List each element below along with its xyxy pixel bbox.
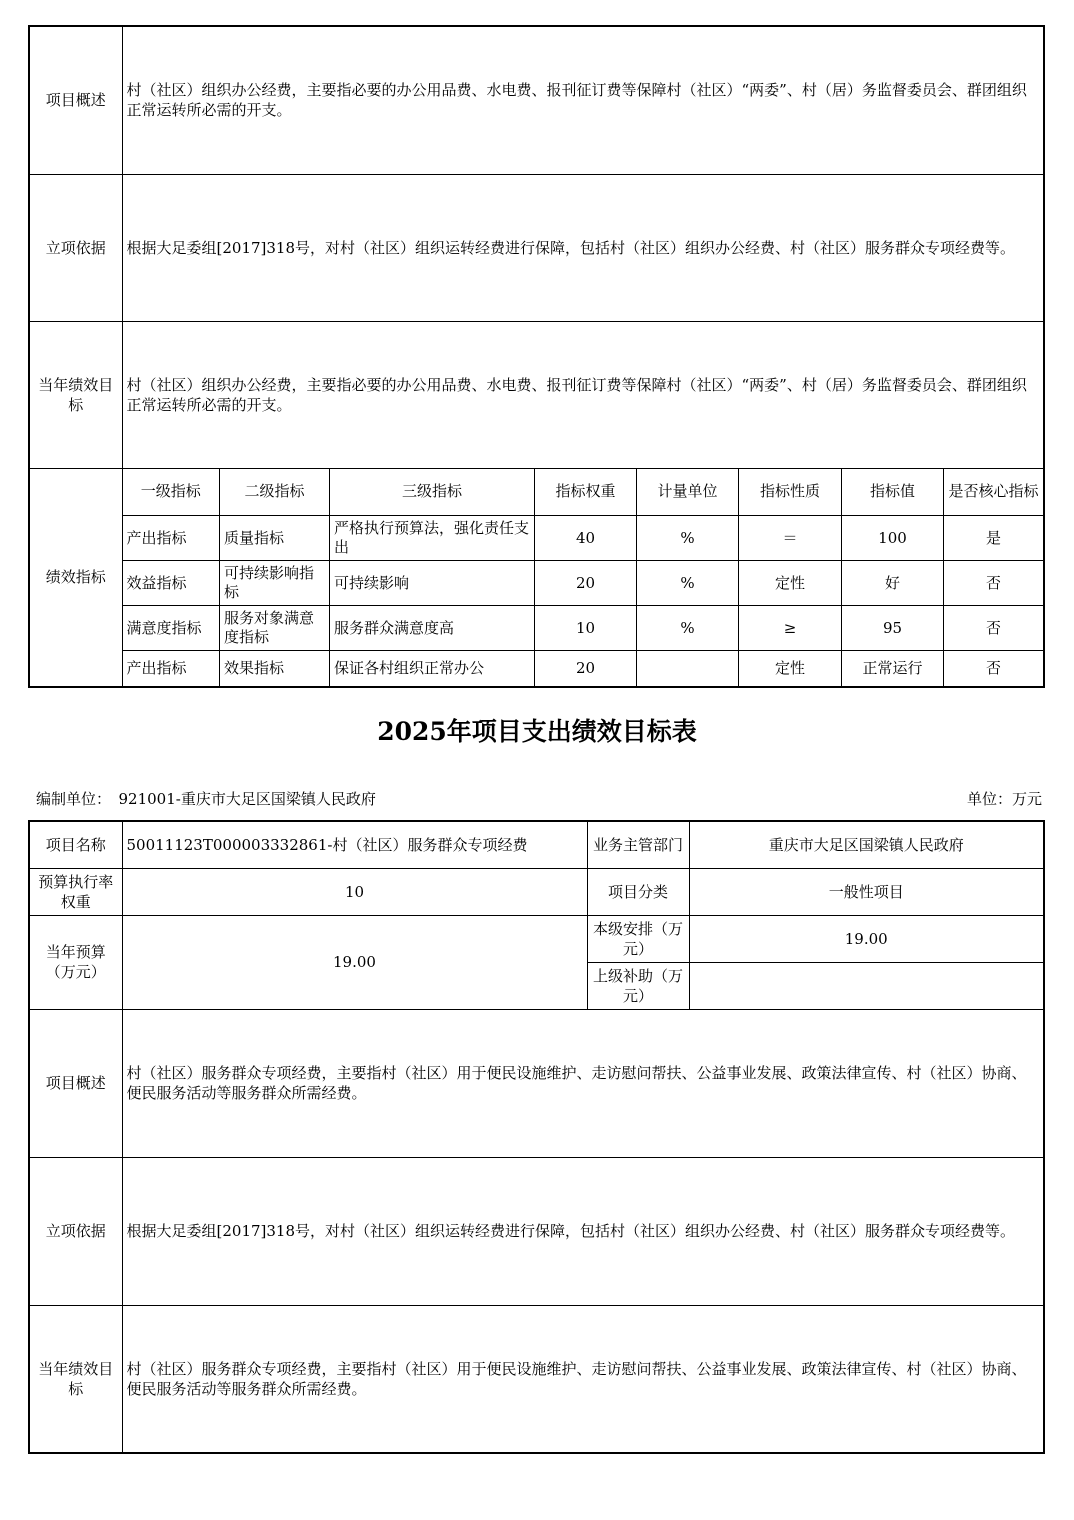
cell-value: 100 (842, 516, 944, 561)
category-label: 项目分类 (587, 868, 689, 915)
cell-core: 否 (944, 561, 1044, 606)
cell-unit (637, 651, 739, 686)
goal-label: 当年绩效目标 (29, 321, 122, 468)
department-label: 业务主管部门 (587, 821, 689, 868)
cell-level3: 严格执行预算法，强化责任支出 (330, 516, 535, 561)
header-nature: 指标性质 (739, 469, 842, 516)
execution-rate-label: 预算执行率权重 (29, 868, 122, 915)
project-table (28, 820, 1045, 1454)
upper-subsidy-label: 上级补助（万元） (587, 962, 689, 1009)
basis-label: 立项依据 (29, 1157, 122, 1305)
cell-core: 否 (944, 606, 1044, 651)
category-value: 一般性项目 (689, 868, 1044, 915)
basis-text: 根据大足委组[2017]318号，对村（社区）组织运转经费进行保障，包括村（社区）组织办公经费、村（社区）服务群众专项经费等。 (122, 174, 1044, 321)
cell-nature: ≥ (739, 606, 842, 651)
cell-nature: 定性 (739, 561, 842, 606)
department-value: 重庆市大足区国梁镇人民政府 (689, 821, 1044, 868)
cell-level1: 效益指标 (123, 561, 220, 606)
indicator-header-row (123, 469, 1044, 516)
goal-label: 当年绩效目标 (29, 1305, 122, 1453)
local-arrangement-value: 19.00 (689, 915, 1044, 962)
cell-unit: % (637, 606, 739, 651)
overview-label: 项目概述 (29, 1009, 122, 1157)
header-value: 指标值 (842, 469, 944, 516)
overview-text: 村（社区）服务群众专项经费，主要指村（社区）用于便民设施维护、走访慰问帮扶、公益事业发展、政策法律宣传、村（社区）协商、便民服务活动等服务群众所需经费。 (122, 1009, 1044, 1157)
cell-core: 否 (944, 651, 1044, 686)
cell-value: 好 (842, 561, 944, 606)
cell-unit: % (637, 516, 739, 561)
execution-rate-value: 10 (122, 868, 587, 915)
overview-text: 村（社区）组织办公经费，主要指必要的办公用品费、水电费、报刊征订费等保障村（社区）“两委”、村（居）务监督委员会、群团组织正常运转所必需的开支。 (122, 26, 1044, 174)
indicator-table-cell (122, 468, 1044, 687)
cell-nature: ＝ (739, 516, 842, 561)
cell-value: 95 (842, 606, 944, 651)
cell-value: 正常运行 (842, 651, 944, 686)
project-name-value: 50011123T000003332861-村（社区）服务群众专项经费 (122, 821, 587, 868)
cell-level2: 可持续影响指标 (220, 561, 330, 606)
project-name-label: 项目名称 (29, 821, 122, 868)
cell-unit: % (637, 561, 739, 606)
overview-label: 项目概述 (29, 26, 122, 174)
goal-text: 村（社区）组织办公经费，主要指必要的办公用品费、水电费、报刊征订费等保障村（社区）“两委”、村（居）务监督委员会、群团组织正常运转所必需的开支。 (122, 321, 1044, 468)
header-unit: 计量单位 (637, 469, 739, 516)
cell-core: 是 (944, 516, 1044, 561)
cell-weight: 10 (535, 606, 637, 651)
budget-value: 19.00 (122, 915, 587, 1009)
header-level3: 三级指标 (330, 469, 535, 516)
header-level1: 一级指标 (123, 469, 220, 516)
header-core: 是否核心指标 (944, 469, 1044, 516)
cell-level2: 效果指标 (220, 651, 330, 686)
page-title: 2025年项目支出绩效目标表 (377, 717, 697, 746)
header-weight: 指标权重 (535, 469, 637, 516)
cell-level1: 产出指标 (123, 516, 220, 561)
basis-label: 立项依据 (29, 174, 122, 321)
basis-text: 根据大足委组[2017]318号，对村（社区）组织运转经费进行保障，包括村（社区）组织办公经费、村（社区）服务群众专项经费等。 (122, 1157, 1044, 1305)
local-arrangement-label: 本级安排（万元） (587, 915, 689, 962)
cell-level1: 产出指标 (123, 651, 220, 686)
cell-weight: 40 (535, 516, 637, 561)
compiling-unit: 编制单位： 921001-重庆市大足区国梁镇人民政府 (36, 790, 376, 808)
table-row (123, 561, 1044, 606)
performance-label: 绩效指标 (29, 468, 122, 687)
goal-text: 村（社区）服务群众专项经费，主要指村（社区）用于便民设施维护、走访慰问帮扶、公益事业发展、政策法律宣传、村（社区）协商、便民服务活动等服务群众所需经费。 (122, 1305, 1044, 1453)
indicator-table (123, 469, 1044, 687)
money-unit: 单位：万元 (966, 790, 1042, 808)
cell-level2: 质量指标 (220, 516, 330, 561)
cell-level3: 保证各村组织正常办公 (330, 651, 535, 686)
cell-nature: 定性 (739, 651, 842, 686)
table-row (123, 516, 1044, 561)
cell-level1: 满意度指标 (123, 606, 220, 651)
table-row (123, 606, 1044, 651)
budget-label: 当年预算（万元） (29, 915, 122, 1009)
upper-subsidy-value (689, 962, 1044, 1009)
header-level2: 二级指标 (220, 469, 330, 516)
cell-weight: 20 (535, 651, 637, 686)
cell-level2: 服务对象满意度指标 (220, 606, 330, 651)
cell-weight: 20 (535, 561, 637, 606)
cell-level3: 服务群众满意度高 (330, 606, 535, 651)
previous-project-table (28, 25, 1045, 688)
table-row (123, 651, 1044, 686)
cell-level3: 可持续影响 (330, 561, 535, 606)
